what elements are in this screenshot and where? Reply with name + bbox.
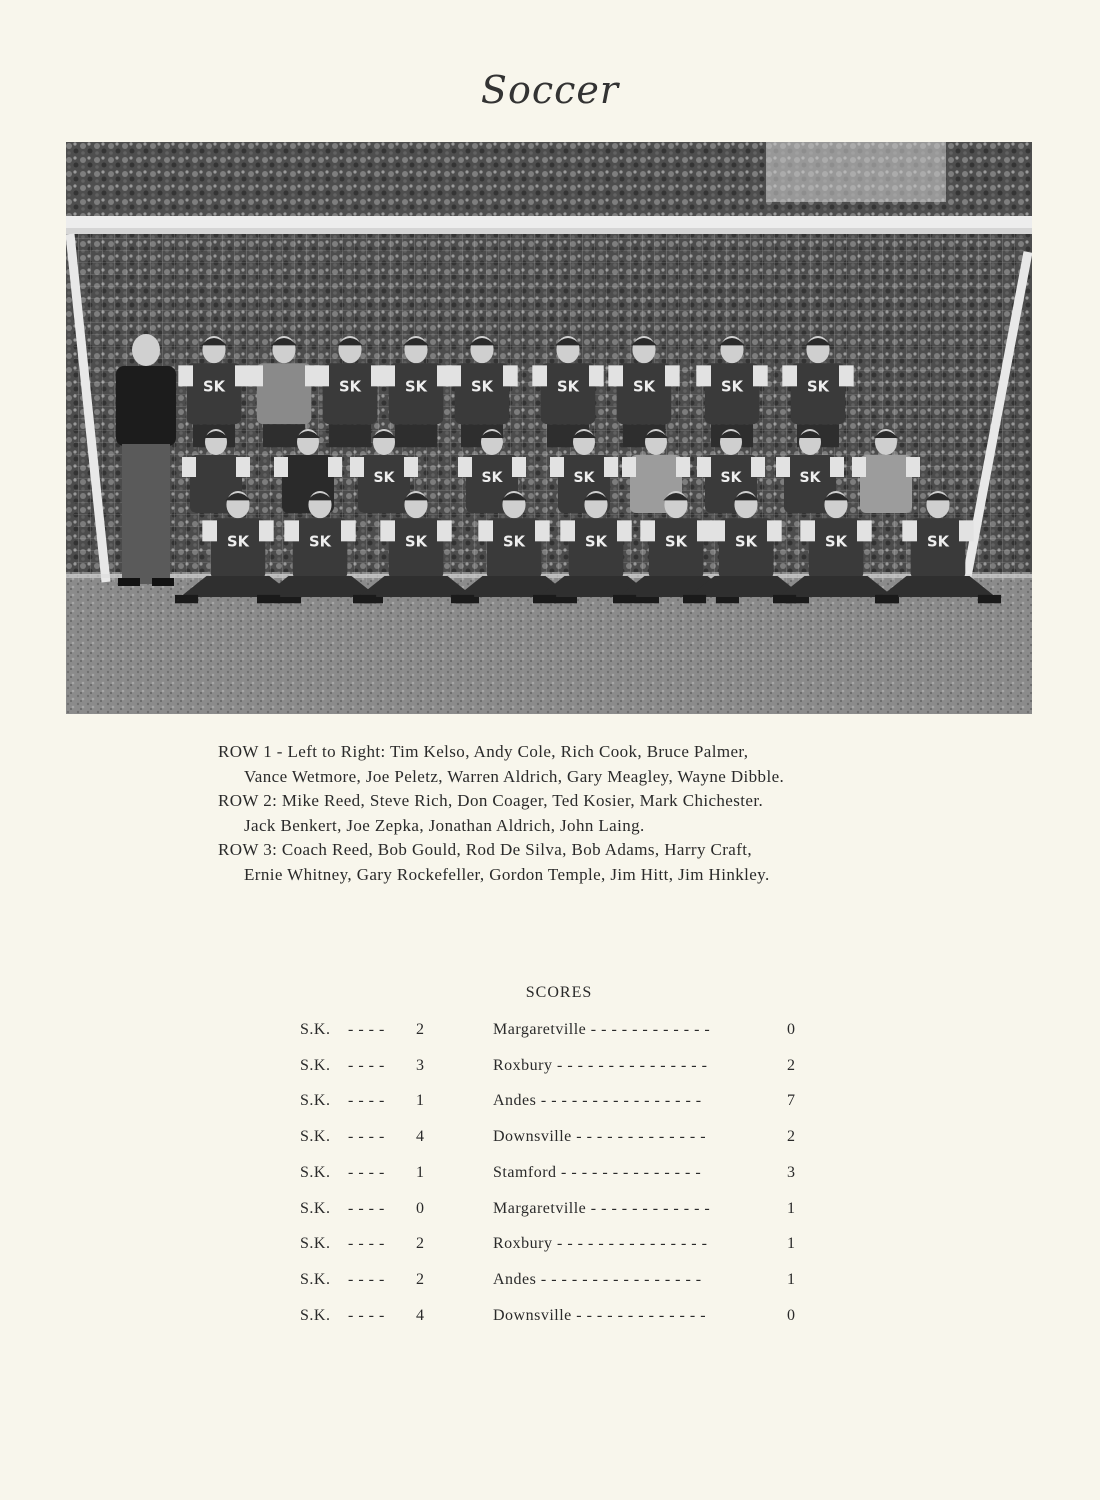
score-row [300,1021,800,1045]
score-row [300,1200,800,1224]
jersey-letters: SK [573,470,595,486]
jersey-letters: SK [309,533,331,551]
jersey-letters: SK [471,378,493,396]
team-leader: - - - - [348,1021,385,1038]
score-row [300,1057,800,1081]
team-score: 2 [416,1270,425,1288]
opponent-name: Stamford - - - - - - - - - - - - - - [493,1163,702,1181]
score-row [300,1235,800,1259]
opponent-name: Andes - - - - - - - - - - - - - - - - [493,1270,702,1288]
jersey-letters: SK [735,533,757,551]
score-row [300,1164,800,1188]
caption-row-1-continued: Vance Wetmore, Joe Peletz, Warren Aldrich, Gary Meagley, Wayne Dibble. [244,766,785,786]
opponent-score: 0 [787,1021,796,1038]
team-leader: - - - - [348,1092,385,1110]
team-score: 0 [416,1199,425,1217]
jersey-letters: SK [721,378,743,396]
team-score: 3 [416,1056,425,1074]
opponent-score: 3 [787,1163,796,1181]
opponent-name: Downsville - - - - - - - - - - - - - [493,1306,707,1324]
team-name: S.K. [300,1128,331,1146]
team-name: S.K. [300,1270,331,1288]
team-leader: - - - - [348,1128,385,1146]
opponent-score: 2 [787,1128,796,1146]
team-leader: - - - - [348,1235,385,1253]
team-name: S.K. [300,1306,331,1324]
jersey-letters: SK [665,533,687,551]
jersey-letters: SK [585,533,607,551]
opponent-score: 7 [787,1092,796,1110]
scores-heading: SCORES [525,984,593,1001]
opponent-name: Margaretville - - - - - - - - - - - - [493,1021,711,1038]
team-score: 1 [416,1163,425,1181]
team-photo [66,142,1032,714]
caption-row-3-continued: Ernie Whitney, Gary Rockefeller, Gordon Temple, Jim Hitt, Jim Hinkley. [244,864,770,884]
team-name: S.K. [300,1056,331,1074]
caption-row-2-continued: Jack Benkert, Joe Zepka, Jonathan Aldrich, John Laing. [244,815,645,835]
team-name: S.K. [300,1021,331,1038]
opponent-name: Downsville - - - - - - - - - - - - - [493,1128,707,1146]
opponent-score: 0 [787,1306,796,1324]
jersey-letters: SK [633,378,655,396]
jersey-letters: SK [203,378,225,396]
team-name: S.K. [300,1163,331,1181]
score-row [300,1128,800,1152]
jersey-letters: SK [405,378,427,396]
jersey-letters: SK [927,533,949,551]
photo-caption [218,740,918,887]
team-name: S.K. [300,1092,331,1110]
team-leader: - - - - [348,1306,385,1324]
caption-row-1: ROW 1 - Left to Right: Tim Kelso, Andy Cole, Rich Cook, Bruce Palmer, [218,742,749,761]
opponent-name: Roxbury - - - - - - - - - - - - - - - [493,1056,708,1074]
jersey-letters: SK [373,470,395,486]
team-name: S.K. [300,1199,331,1217]
jersey-letters: SK [720,470,742,486]
score-row [300,1307,800,1331]
opponent-name: Margaretville - - - - - - - - - - - - [493,1199,711,1217]
jersey-letters: SK [557,378,579,396]
coach-figure [116,334,176,586]
team-score: 1 [416,1092,425,1110]
jersey-letters: SK [799,470,821,486]
score-row [300,1271,800,1295]
jersey-letters: SK [807,378,829,396]
team-score: 4 [416,1128,425,1146]
team-score: 4 [416,1306,425,1324]
score-row [300,1092,800,1116]
caption-row-2: ROW 2: Mike Reed, Steve Rich, Don Coager, Ted Kosier, Mark Chichester. [218,791,764,810]
team-leader: - - - - [348,1056,385,1074]
opponent-score: 1 [787,1235,796,1253]
team-name: S.K. [300,1235,331,1253]
opponent-score: 2 [787,1056,796,1074]
team-score: 2 [416,1235,425,1253]
jersey-letters: SK [481,470,503,486]
page-title: Soccer [480,68,620,112]
jersey-letters: SK [339,378,361,396]
opponent-score: 1 [787,1270,796,1288]
jersey-letters: SK [503,533,525,551]
team-leader: - - - - [348,1199,385,1217]
jersey-letters: SK [405,533,427,551]
jersey-letters: SK [825,533,847,551]
caption-row-3: ROW 3: Coach Reed, Bob Gould, Rod De Silva, Bob Adams, Harry Craft, [218,840,753,859]
jersey-letters: SK [227,533,249,551]
team-leader: - - - - [348,1163,385,1181]
opponent-name: Roxbury - - - - - - - - - - - - - - - [493,1235,708,1253]
opponent-score: 1 [787,1199,796,1217]
team-score: 2 [416,1021,425,1038]
opponent-name: Andes - - - - - - - - - - - - - - - - [493,1092,702,1110]
team-leader: - - - - [348,1270,385,1288]
